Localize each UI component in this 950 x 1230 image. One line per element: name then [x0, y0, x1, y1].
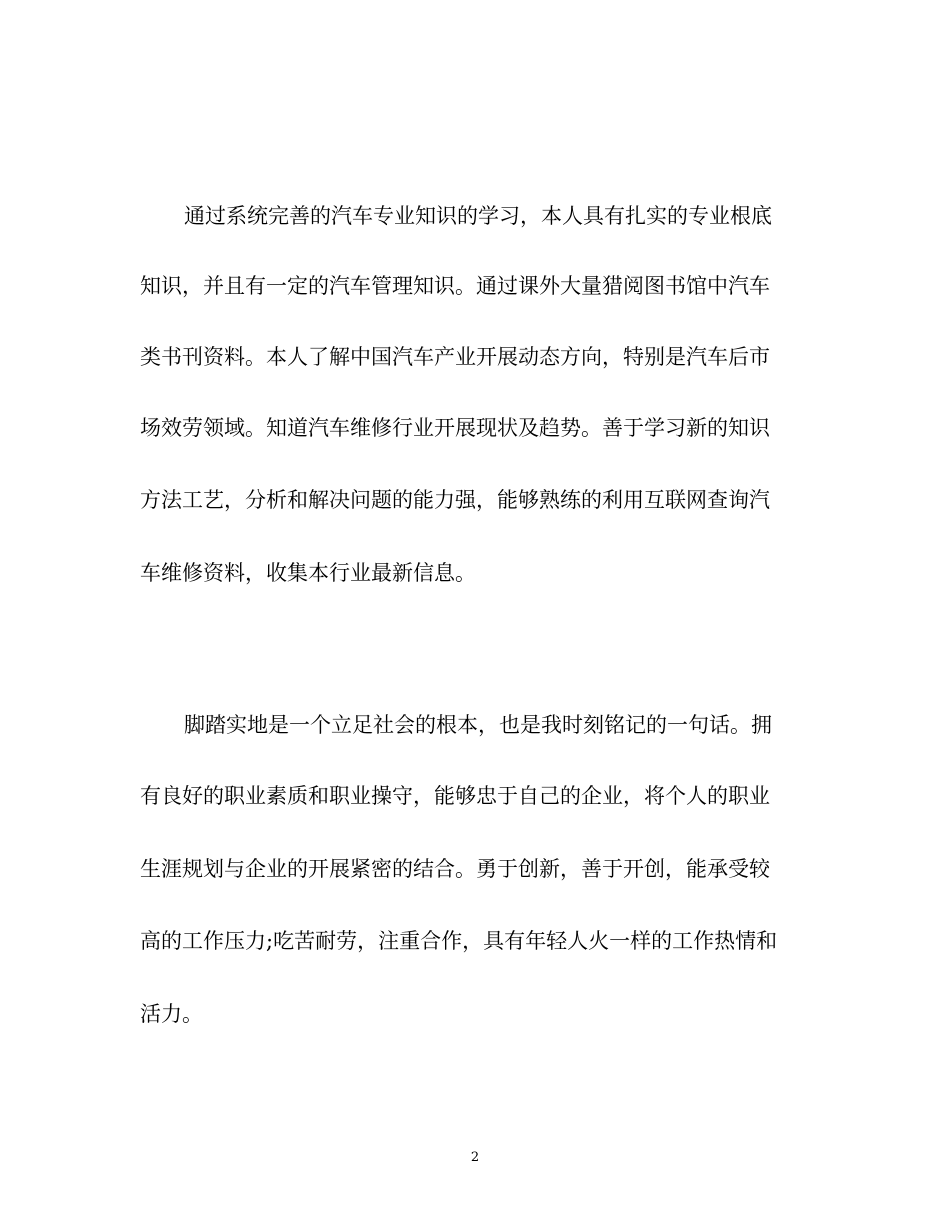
paragraph-line: 高的工作压力;吃苦耐劳，注重合作，具有年轻人火一样的工作热情和: [140, 929, 778, 953]
paragraph-line: 有良好的职业素质和职业操守，能够忠于自己的企业，将个人的职业: [140, 784, 770, 808]
page-number: 2: [470, 1150, 480, 1165]
paragraph-line: 生涯规划与企业的开展紧密的结合。勇于创新，善于开创，能承受较: [140, 857, 770, 881]
paragraph-line: 通过系统完善的汽车专业知识的学习，本人具有扎实的专业根底: [184, 204, 772, 228]
paragraph-line: 方法工艺，分析和解决问题的能力强，能够熟练的利用互联网查询汽: [140, 488, 770, 512]
paragraph-line: 脚踏实地是一个立足社会的根本，也是我时刻铭记的一句话。拥: [184, 713, 772, 737]
paragraph-line: 知识，并且有一定的汽车管理知识。通过课外大量猎阅图书馆中汽车: [140, 274, 770, 298]
paragraph-line: 场效劳领域。知道汽车维修行业开展现状及趋势。善于学习新的知识: [140, 416, 770, 440]
paragraph-line: 类书刊资料。本人了解中国汽车产业开展动态方向，特别是汽车后市: [140, 345, 770, 369]
paragraph-line: 车维修资料，收集本行业最新信息。: [140, 561, 476, 585]
paragraph-line: 活力。: [140, 1002, 203, 1026]
